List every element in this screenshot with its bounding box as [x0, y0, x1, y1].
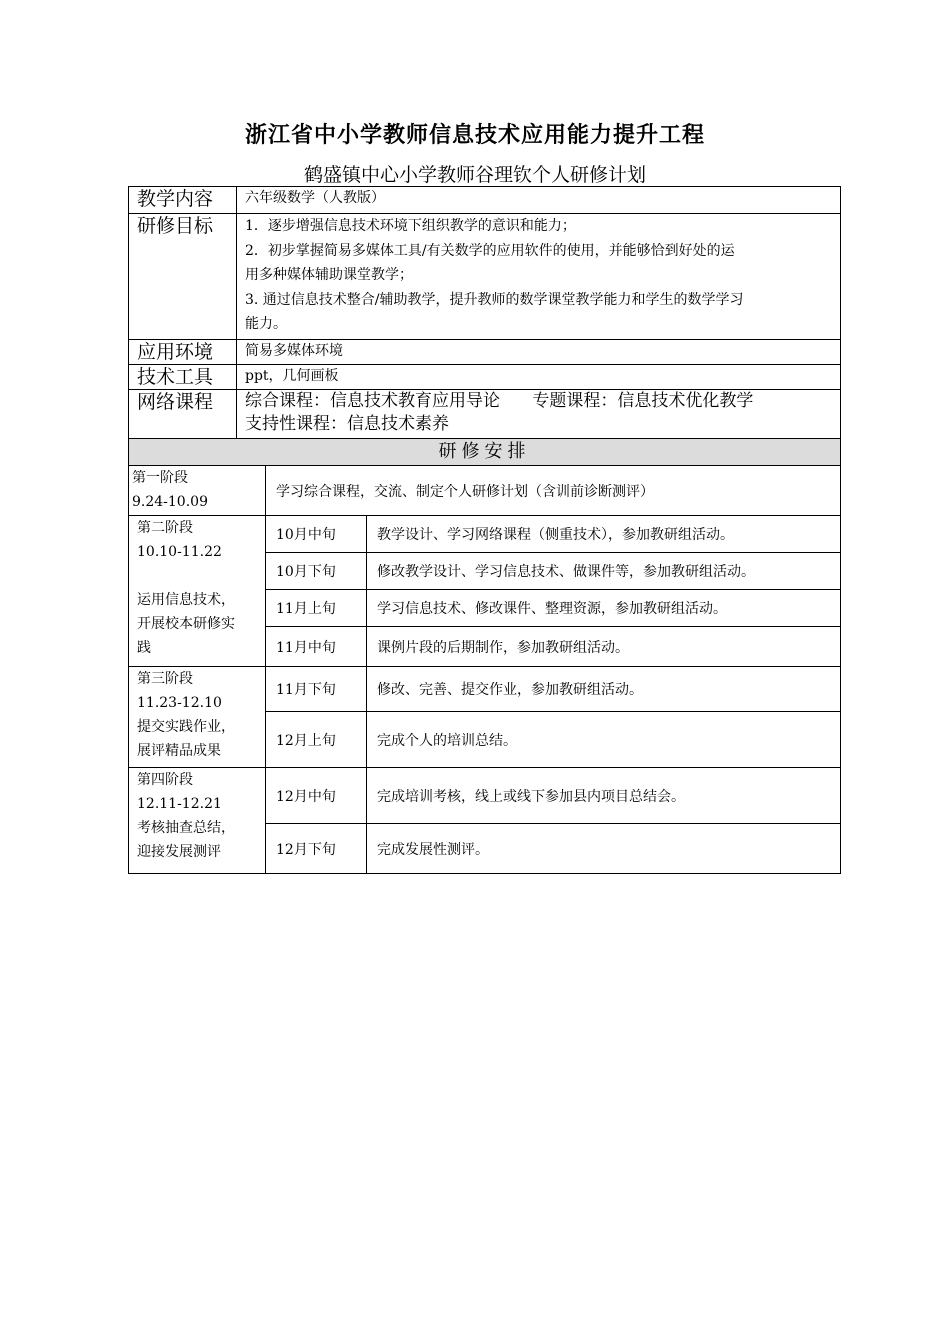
tool-row	[129, 365, 841, 390]
stage-desc: 迎接发展测评	[137, 844, 221, 860]
info-table	[128, 186, 841, 466]
goal-item: 能力。	[245, 316, 287, 332]
task-cell: 完成发展性测评。	[367, 824, 841, 874]
course-line: 支持性课程：信息技术素养	[245, 414, 449, 434]
schedule-header: 研修安排	[129, 439, 841, 466]
month-cell: 11月上旬	[266, 590, 367, 627]
stage-desc: 运用信息技术，	[137, 592, 235, 608]
task-cell: 学习信息技术、修改课件、整理资源，参加教研组活动。	[367, 590, 841, 627]
tool-label: 技术工具	[129, 365, 237, 390]
stage2-cell	[129, 516, 266, 667]
stage-name: 第三阶段	[137, 671, 193, 687]
course-label: 网络课程	[129, 390, 237, 439]
tool-value: ppt，几何画板	[237, 365, 841, 390]
table-row	[129, 667, 841, 712]
month-cell: 10月中旬	[266, 516, 367, 553]
task-cell: 修改教学设计、学习信息技术、做课件等，参加教研组活动。	[367, 553, 841, 590]
env-label: 应用环境	[129, 340, 237, 365]
month-cell: 11月中旬	[266, 627, 367, 667]
schedule-header-row	[129, 439, 841, 466]
env-value: 简易多媒体环境	[237, 340, 841, 365]
course-value	[237, 390, 841, 439]
env-row	[129, 340, 841, 365]
goal-item: 1．逐步增强信息技术环境下组织教学的意识和能力；	[245, 218, 576, 234]
month-cell: 10月下旬	[266, 553, 367, 590]
stage-desc: 开展校本研修实	[137, 616, 235, 632]
stage-desc: 提交实践作业，	[137, 719, 235, 735]
document-title: 浙江省中小学教师信息技术应用能力提升工程	[244, 122, 705, 148]
stage-name: 第二阶段	[137, 520, 193, 536]
stage-dates: 10.10-11.22	[137, 544, 222, 560]
content-row	[129, 187, 841, 214]
stage-dates: 11.23-12.10	[137, 695, 222, 711]
stage1-row	[129, 466, 841, 516]
stage-dates: 12.11-12.21	[137, 796, 222, 812]
course-line: 综合课程：信息技术教育应用导论 专题课程：信息技术优化教学	[245, 391, 754, 411]
goal-label: 研修目标	[129, 214, 237, 340]
task-cell: 完成培训考核，线上或线下参加县内项目总结会。	[367, 768, 841, 824]
table-row	[129, 516, 841, 553]
task-cell: 课例片段的后期制作，参加教研组活动。	[367, 627, 841, 667]
schedule-table	[128, 465, 841, 874]
goal-item: 3. 通过信息技术整合/辅助教学，提升教师的数学课堂教学能力和学生的数学学习	[245, 291, 744, 308]
task-cell: 修改、完善、提交作业，参加教研组活动。	[367, 667, 841, 712]
course-row	[129, 390, 841, 439]
stage-name: 第四阶段	[137, 772, 193, 788]
document-subtitle: 鹤盛镇中心小学教师谷理钦个人研修计划	[303, 164, 646, 186]
content-label: 教学内容	[129, 187, 237, 214]
stage-name: 第一阶段	[132, 470, 188, 486]
goal-list	[237, 214, 841, 340]
month-cell: 12月上旬	[266, 712, 367, 768]
stage1-cell	[129, 466, 266, 516]
stage-desc: 展评精品成果	[137, 743, 221, 759]
goal-item: 用多种媒体辅助课堂教学；	[245, 267, 413, 283]
stage4-cell	[129, 768, 266, 874]
month-cell: 12月中旬	[266, 768, 367, 824]
stage-desc: 考核抽查总结，	[137, 820, 235, 836]
month-cell: 12月下旬	[266, 824, 367, 874]
month-cell: 11月下旬	[266, 667, 367, 712]
goal-item: 2．初步掌握简易多媒体工具/有关数学的应用软件的使用，并能够恰到好处的运	[245, 242, 735, 259]
content-value: 六年级数学（人教版）	[237, 187, 841, 214]
table-row	[129, 768, 841, 824]
stage1-task: 学习综合课程，交流、制定个人研修计划（含训前诊断测评）	[266, 466, 841, 516]
task-cell: 教学设计、学习网络课程（侧重技术），参加教研组活动。	[367, 516, 841, 553]
stage-desc: 践	[137, 640, 151, 656]
goal-row	[129, 214, 841, 340]
stage3-cell	[129, 667, 266, 768]
task-cell: 完成个人的培训总结。	[367, 712, 841, 768]
stage-dates: 9.24-10.09	[132, 494, 208, 510]
